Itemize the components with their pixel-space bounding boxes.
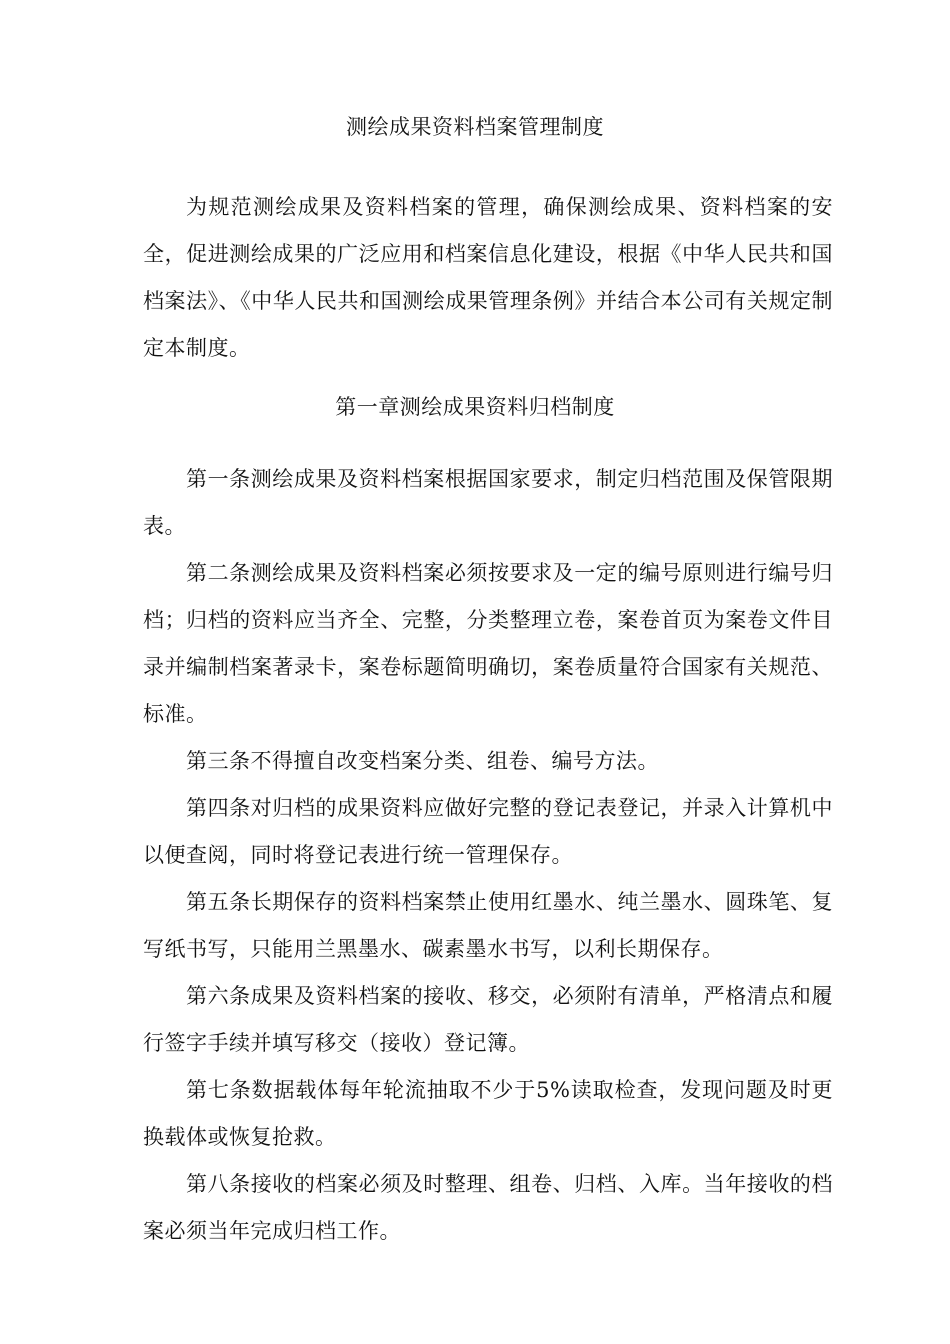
article-8: 第八条接收的档案必须及时整理、组卷、归档、入库。当年接收的档案必须当年完成归档工作。 xyxy=(143,1172,833,1243)
article-7: 第七条数据载体每年轮流抽取不少于5%读取检查，发现问题及时更换载体或恢复抢救。 xyxy=(143,1078,833,1149)
article-6: 第六条成果及资料档案的接收、移交，必须附有清单，严格清点和履行签字手续并填写移交（接收）登记簿。 xyxy=(143,984,833,1055)
chapter-title: 第一章测绘成果资料归档制度 xyxy=(335,395,615,419)
article-3: 第三条不得擅自改变档案分类、组卷、编号方法。 xyxy=(186,749,659,773)
article-2: 第二条测绘成果及资料档案必须按要求及一定的编号原则进行编号归档；归档的资料应当齐全、完整，分类整理立卷，案卷首页为案卷文件目录并编制档案著录卡，案卷标题简明确切，案卷质量符合国家有关规范、标准。 xyxy=(143,561,833,726)
article-list xyxy=(143,456,833,1255)
intro-paragraph: 为规范测绘成果及资料档案的管理，确保测绘成果、资料档案的安全，促进测绘成果的广泛应用和档案信息化建设，根据《中华人民共和国档案法》、《中华人民共和国测绘成果管理条例》并结合本公司有关规定制定本制度。 xyxy=(143,195,833,360)
article-5: 第五条长期保存的资料档案禁止使用红墨水、纯兰墨水、圆珠笔、复写纸书写，只能用兰黑墨水、碳素墨水书写，以利长期保存。 xyxy=(143,890,833,961)
document-title: 测绘成果资料档案管理制度 xyxy=(346,115,604,139)
article-4: 第四条对归档的成果资料应做好完整的登记表登记，并录入计算机中以便查阅，同时将登记表进行统一管理保存。 xyxy=(143,796,833,867)
article-1: 第一条测绘成果及资料档案根据国家要求，制定归档范围及保管限期表。 xyxy=(143,467,833,538)
